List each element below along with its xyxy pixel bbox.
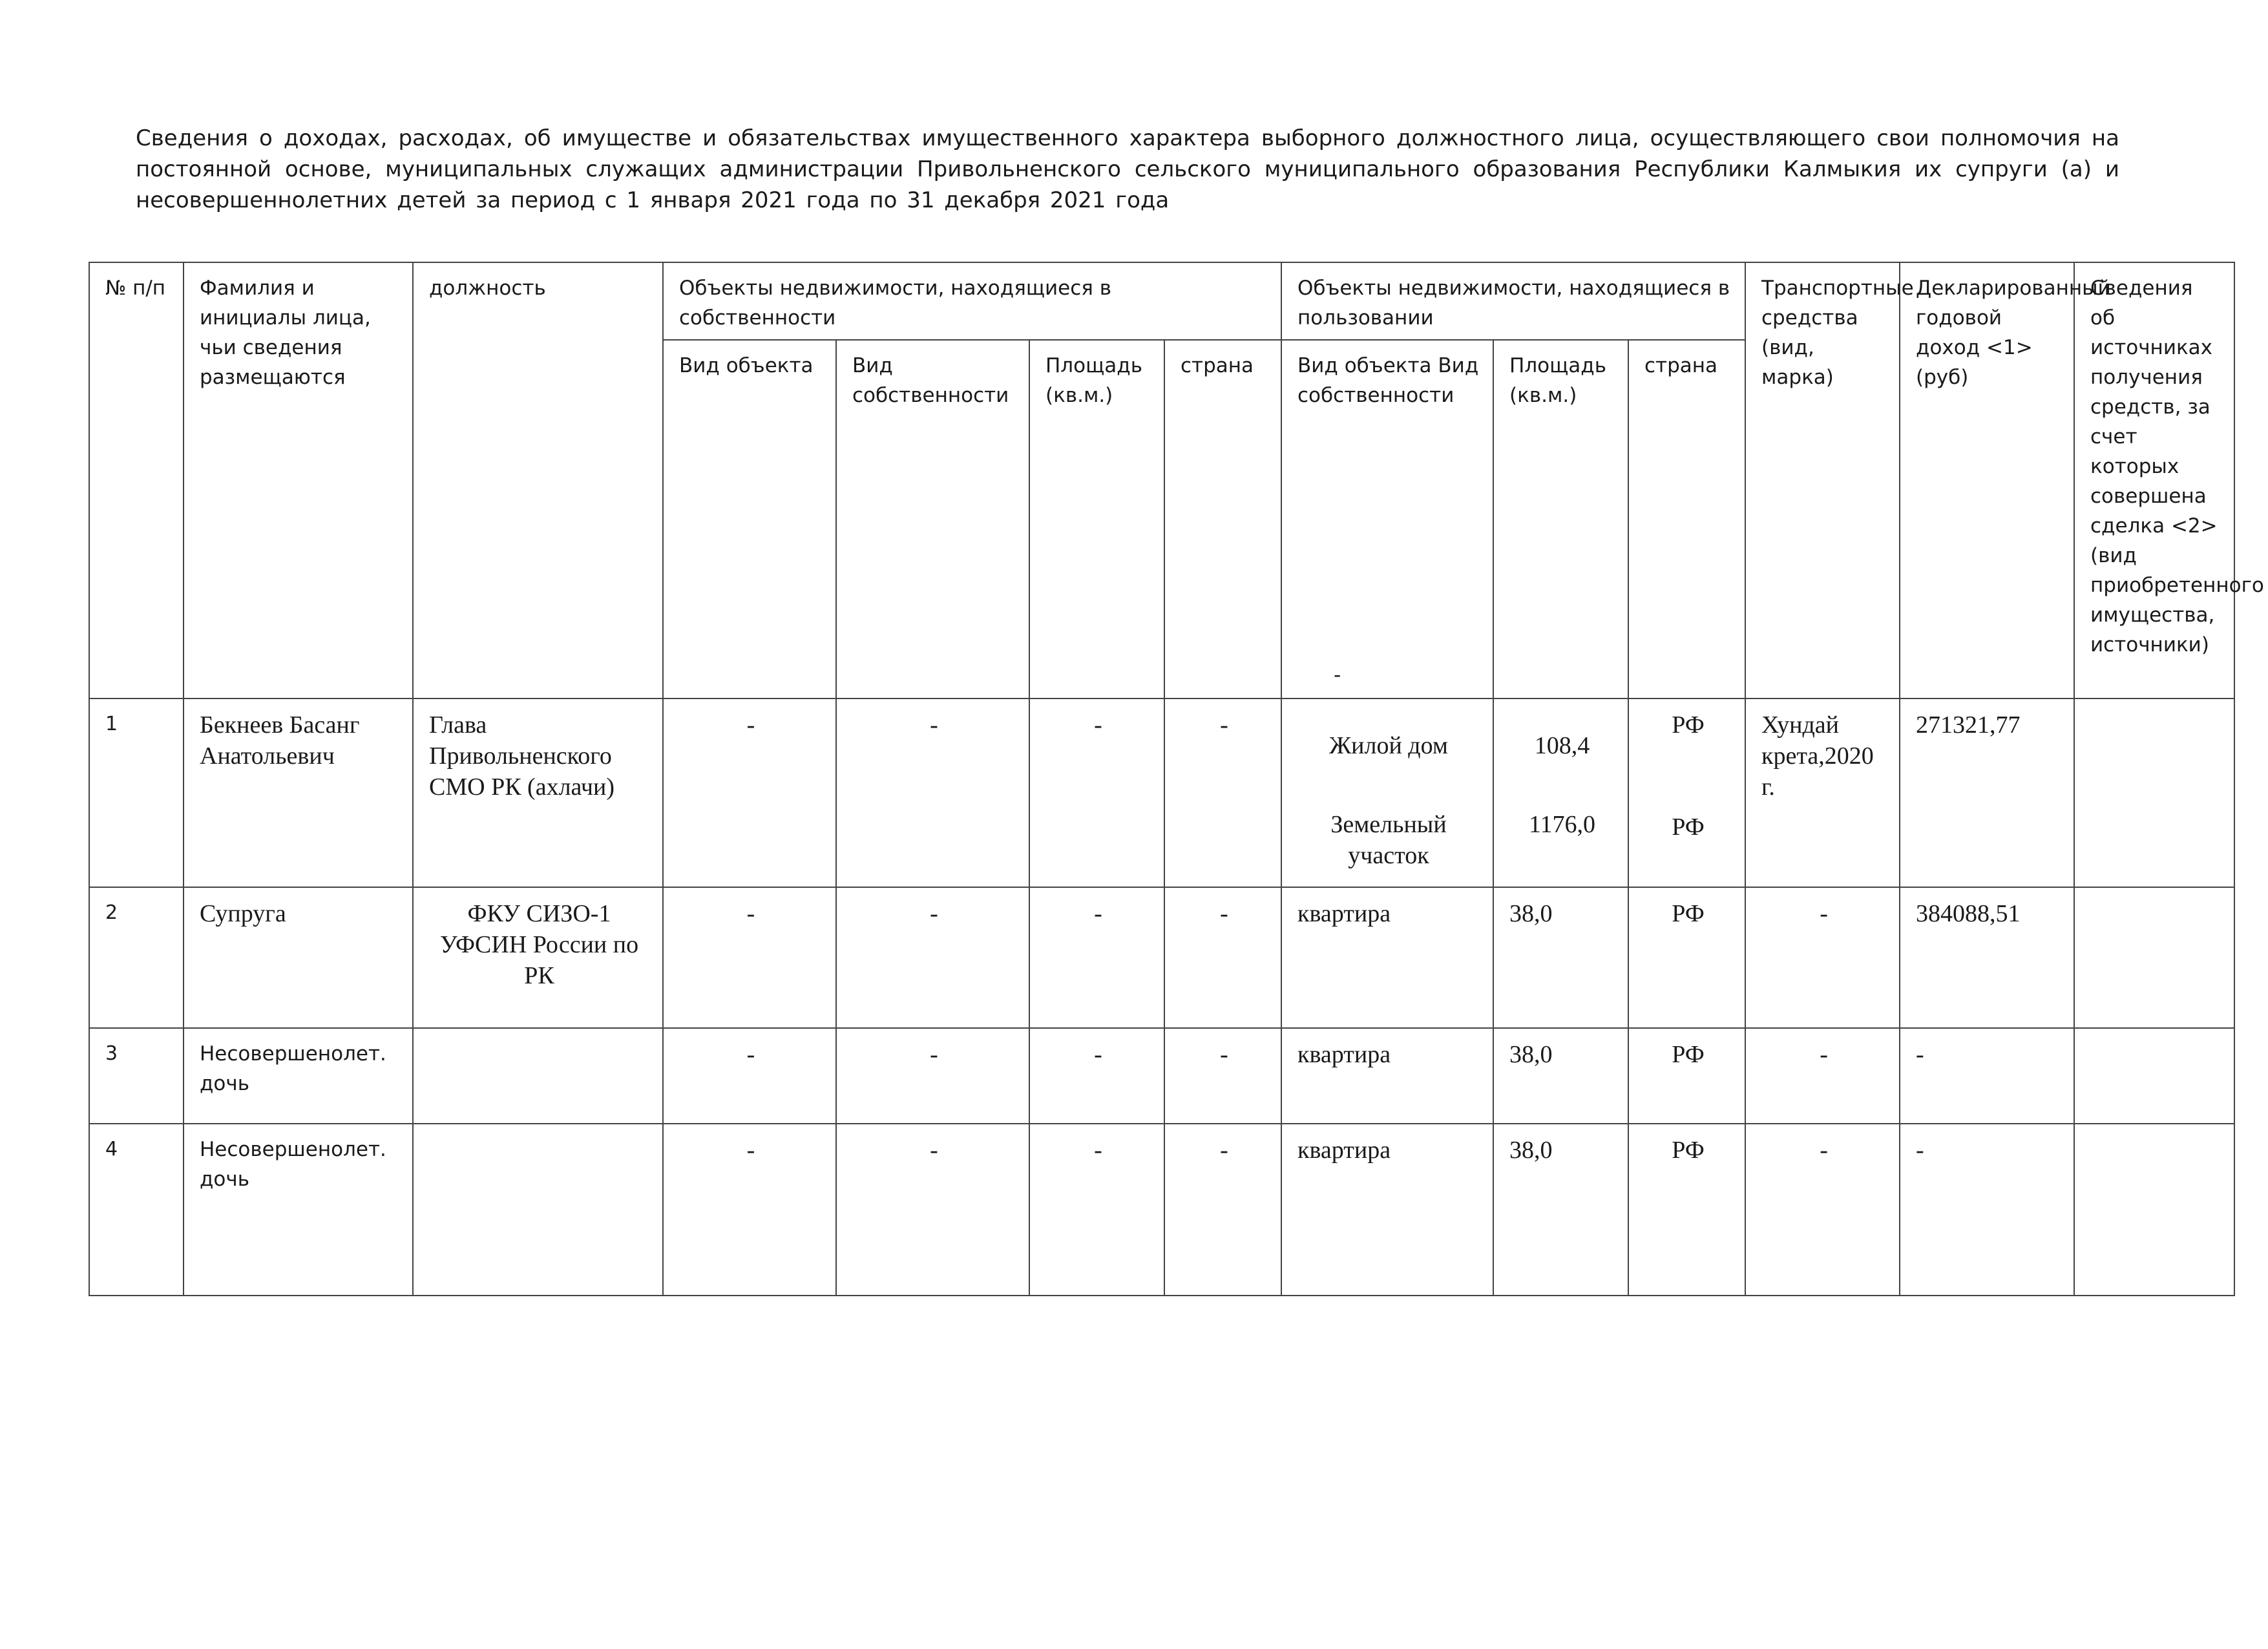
row-used-type: квартира — [1281, 1124, 1493, 1296]
row-transport: Хундай крета,2020 г. — [1745, 698, 1900, 887]
used-object-type: Жилой дом — [1329, 732, 1448, 759]
row-num: 3 — [89, 1028, 184, 1124]
row-sources — [2074, 1124, 2234, 1296]
header-sources: Сведения об источниках получения средств, за счет которых совершена сделка <2> (вид приобретенного имущества, источники) — [2074, 262, 2234, 698]
document-heading: Сведения о доходах, расходах, об имуществе и обязательствах имущественного характера выборного должностного лица, осуществляющего свои полномочия на постоянной основе, муниципальных служащих администрации Привольненского сельского муниципального образования Республики Калмыкия их супруги (а) и несовершеннолетних детей за период с 1 января 2021 года по 31 декабря 2021 года — [136, 125, 2119, 213]
row-owned-country: - — [1164, 698, 1281, 887]
row-used-area: 38,0 — [1493, 887, 1628, 1028]
row-used-country — [1628, 698, 1745, 887]
header-transport: Транспортные средства (вид, марка) — [1745, 262, 1900, 698]
row-used-country: РФ — [1628, 1124, 1745, 1296]
header-used-area: Площадь (кв.м.) — [1493, 340, 1628, 698]
table-row — [89, 1028, 2234, 1124]
row-owned-type: - — [663, 1028, 836, 1124]
row-income: - — [1900, 1124, 2074, 1296]
row-owned-area: - — [1029, 698, 1164, 887]
row-sources — [2074, 887, 2234, 1028]
header-used-country: страна — [1628, 340, 1745, 698]
row-used-type — [1281, 698, 1493, 887]
header-owned-group: Объекты недвижимости, находящиеся в собственности — [663, 262, 1281, 340]
row-owned-country: - — [1164, 1028, 1281, 1124]
row-fio: Несовершенолет. дочь — [184, 1028, 413, 1124]
row-owned-type: - — [663, 1124, 836, 1296]
used-object-area: 108,4 — [1534, 732, 1590, 759]
row-owned-ownership: - — [836, 1028, 1029, 1124]
row-fio: Супруга — [184, 887, 413, 1028]
row-used-area: 38,0 — [1493, 1028, 1628, 1124]
table-row — [89, 698, 2234, 887]
header-row-top — [89, 262, 2234, 340]
row-owned-type: - — [663, 698, 836, 887]
row-position — [413, 1028, 663, 1124]
row-owned-ownership: - — [836, 1124, 1029, 1296]
row-used-type: квартира — [1281, 887, 1493, 1028]
header-position: должность — [413, 262, 663, 698]
row-transport: - — [1745, 1028, 1900, 1124]
row-income: 271321,77 — [1900, 698, 2074, 887]
header-owned-area: Площадь (кв.м.) — [1029, 340, 1164, 698]
header-income: Декларированный годовой доход <1> (руб) — [1900, 262, 2074, 698]
row-num: 4 — [89, 1124, 184, 1296]
row-transport: - — [1745, 887, 1900, 1028]
row-fio: Несовершенолет. дочь — [184, 1124, 413, 1296]
row-used-country: РФ — [1628, 887, 1745, 1028]
row-owned-area: - — [1029, 1028, 1164, 1124]
header-owned-type: Вид объекта — [663, 340, 836, 698]
row-used-type: квартира — [1281, 1028, 1493, 1124]
row-owned-country: - — [1164, 887, 1281, 1028]
row-position — [413, 1124, 663, 1296]
header-used-type — [1281, 340, 1493, 698]
row-num: 2 — [89, 887, 184, 1028]
used-object-type: Земельный участок — [1330, 811, 1447, 869]
row-owned-ownership: - — [836, 698, 1029, 887]
header-num: № п/п — [89, 262, 184, 698]
row-income: - — [1900, 1028, 2074, 1124]
header-used-type-label: Вид объекта Вид собственности — [1297, 354, 1479, 407]
row-owned-type: - — [663, 887, 836, 1028]
row-sources — [2074, 1028, 2234, 1124]
header-owned-country: страна — [1164, 340, 1281, 698]
header-owned-ownership: Вид собственности — [836, 340, 1029, 698]
header-used-group: Объекты недвижимости, находящиеся в пользовании — [1281, 262, 1745, 340]
used-object-area: 1176,0 — [1528, 811, 1596, 838]
used-object-country: РФ — [1672, 814, 1705, 841]
header-used-dash: - — [1334, 664, 1341, 687]
used-object-country: РФ — [1672, 711, 1705, 739]
row-transport: - — [1745, 1124, 1900, 1296]
row-owned-area: - — [1029, 887, 1164, 1028]
table-row — [89, 1124, 2234, 1296]
row-owned-ownership: - — [836, 887, 1029, 1028]
header-fio: Фамилия и инициалы лица, чьи сведения размещаются — [184, 262, 413, 698]
row-owned-area: - — [1029, 1124, 1164, 1296]
row-position: ФКУ СИЗО-1 УФСИН России по РК — [413, 887, 663, 1028]
row-num: 1 — [89, 698, 184, 887]
row-sources — [2074, 698, 2234, 887]
row-used-area — [1493, 698, 1628, 887]
row-used-area: 38,0 — [1493, 1124, 1628, 1296]
row-fio: Бекнеев Басанг Анатольевич — [184, 698, 413, 887]
row-used-country: РФ — [1628, 1028, 1745, 1124]
row-income: 384088,51 — [1900, 887, 2074, 1028]
declaration-table — [89, 262, 2264, 1296]
table-row — [89, 887, 2234, 1028]
row-position: Глава Привольненского СМО РК (ахлачи) — [413, 698, 663, 887]
row-owned-country: - — [1164, 1124, 1281, 1296]
